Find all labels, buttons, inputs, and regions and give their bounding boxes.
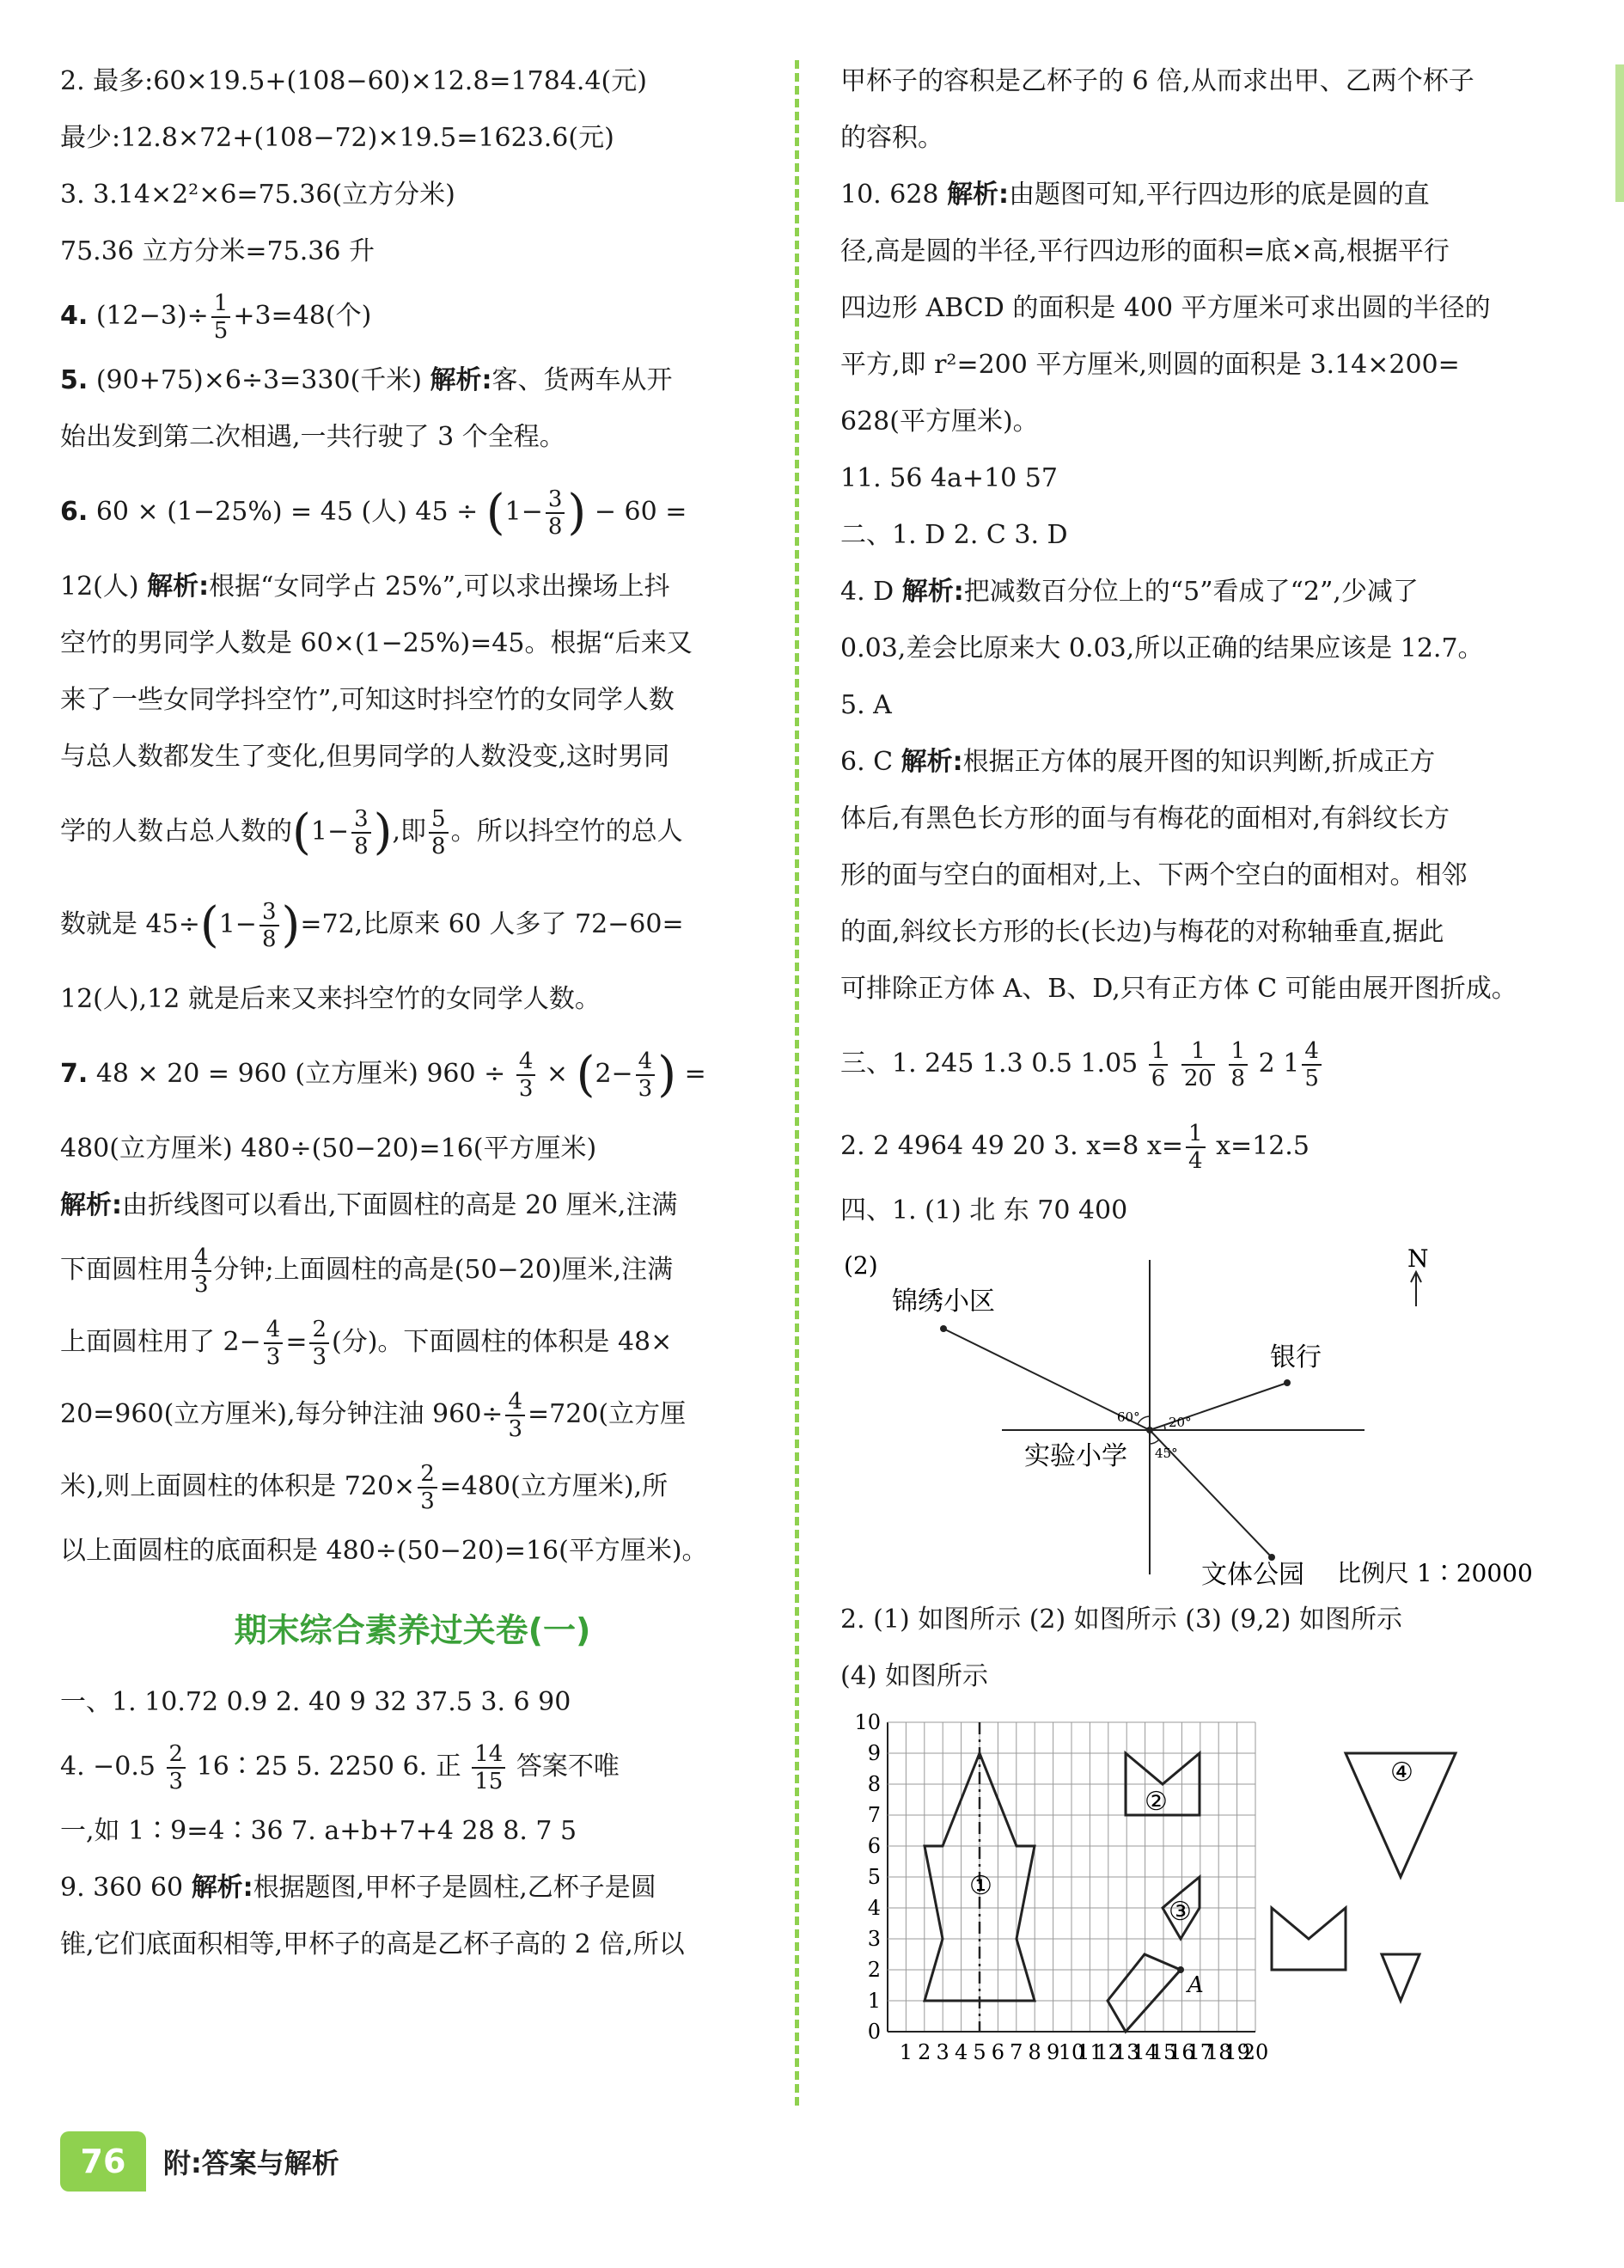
answer-6-line3: 空竹的男同学人数是 60×(1−25%)=45。根据“后来又 xyxy=(60,628,693,658)
shape-label-2: ② xyxy=(1145,1787,1168,1817)
y-tick-label: 4 xyxy=(867,1896,881,1920)
x-tick-label: 14 xyxy=(1132,2040,1158,2064)
answer-10-line5: 628(平方厘米)。 xyxy=(840,407,1039,437)
angle-label-60: 60° xyxy=(1117,1409,1140,1425)
label-school: 实验小学 xyxy=(1024,1441,1127,1471)
answer-7: 7. 48 × 20 = 960 (立方厘米) 960 ÷ $\frac{4}{3}$ × (2− $\frac{4}{3}$ ) = xyxy=(60,1047,706,1103)
part2-q6: 6. C 解析:根据正方体的展开图的知识判断,折成正方 xyxy=(840,747,1436,777)
answer-7-line4: 下面圆柱用 $\frac{4}{3}$ 分钟;上面圆柱的高是(50−20)厘米,注满 xyxy=(60,1244,674,1298)
label-park: 文体公园 xyxy=(1201,1560,1304,1590)
answer-6-line4: 来了一些女同学抖空竹”,可知这时抖空竹的女同学人数 xyxy=(60,685,675,715)
part4-q2-4: (4) 如图所示 xyxy=(840,1661,989,1691)
part2-q6-line4: 的面,斜纹长方形的长(长边)与梅花的对称轴垂直,据此 xyxy=(840,917,1444,947)
part2-q6-line3: 形的面与空白的面相对,上、下两个空白的面相对。相邻 xyxy=(840,860,1468,890)
page-number: 76 xyxy=(60,2131,146,2192)
x-tick-label: 12 xyxy=(1095,2040,1122,2064)
column-divider xyxy=(795,60,799,2106)
x-tick-label: 15 xyxy=(1150,2040,1177,2064)
fraction: $\frac{1}{20}$ xyxy=(1181,1038,1215,1091)
answer-7-line6: 20=960(立方厘米),每分钟注油 960÷ $\frac{4}{3}$ =720(立方厘 xyxy=(60,1389,687,1442)
part2-q4-line2: 0.03,差会比原来大 0.03,所以正确的结果应该是 12.7。 xyxy=(840,633,1484,663)
left-column xyxy=(60,53,765,1973)
answer-4: 4. (12−3)÷ $\frac{1}{5}$ +3=48(个) xyxy=(60,290,372,344)
fraction: $\frac{1}{6}$ xyxy=(1149,1038,1169,1091)
angle-label-45: 45° xyxy=(1155,1446,1178,1461)
shape-label-1: ① xyxy=(969,1871,992,1901)
part1-line5: 锥,它们底面积相等,甲杯子的高是乙杯子高的 2 倍,所以 xyxy=(60,1929,685,1959)
point-jinxiu xyxy=(940,1325,947,1332)
part1-line1: 一、1. 10.72 0.9 2. 40 9 32 37.5 3. 6 90 xyxy=(60,1687,571,1717)
fraction: $\frac{3}{8}$ xyxy=(351,806,371,859)
part1-line2: 4. −0.5 $\frac{2}{3}$ 16∶25 5. 2250 6. 正 $\frac{14}{15}$ 答案不唯 xyxy=(60,1741,620,1794)
x-tick-label: 10 xyxy=(1058,2040,1085,2064)
grid-figure xyxy=(840,1705,1545,2075)
shape-label-4: ④ xyxy=(1390,1758,1413,1788)
shape-3-rotated xyxy=(1108,1954,1181,2032)
answer-7-line2: 480(立方厘米) 480÷(50−20)=16(平方厘米) xyxy=(60,1134,597,1164)
part1-line4: 9. 360 60 解析:根据题图,甲杯子是圆柱,乙杯子是圆 xyxy=(60,1873,656,1903)
point-a-marker xyxy=(1177,1966,1184,1973)
fraction: $\frac{4}{3}$ xyxy=(636,1048,656,1102)
x-tick-label: 1 xyxy=(899,2040,913,2064)
y-tick-label: 1 xyxy=(867,1989,881,2013)
fraction: $\frac{2}{3}$ xyxy=(309,1317,329,1370)
answer-10-line3: 四边形 ABCD 的面积是 400 平方厘米可求出圆的半径的 xyxy=(840,293,1491,323)
y-tick-label: 6 xyxy=(867,1834,881,1858)
answer-6-line7: 数就是 45÷(1− $\frac{3}{8}$ )=72,比原来 60 人多了 72−60= xyxy=(60,897,684,953)
x-tick-label: 7 xyxy=(1010,2040,1023,2064)
x-tick-label: 18 xyxy=(1205,2040,1232,2064)
answer-10: 10. 628 解析:由题图可知,平行四边形的底是圆的直 xyxy=(840,180,1430,210)
answer-7-line5: 上面圆柱用了 2− $\frac{4}{3}$ = $\frac{2}{3}$ (分)。下面圆柱的体积是 48× xyxy=(60,1317,673,1370)
answer-6-line5: 与总人数都发生了变化,但男同学的人数没变,这时男同 xyxy=(60,742,670,772)
answer-9-cont1: 甲杯子的容积是乙杯子的 6 倍,从而求出甲、乙两个杯子 xyxy=(840,66,1474,96)
part4-q2: 2. (1) 如图所示 (2) 如图所示 (3) (9,2) 如图所示 xyxy=(840,1605,1402,1635)
x-tick-label: 17 xyxy=(1187,2040,1214,2064)
answer-5: 5. (90+75)×6÷3=330(千米) 解析:客、货两车从开 xyxy=(60,365,673,395)
direction-map-figure xyxy=(840,1239,1545,1592)
y-tick-label: 10 xyxy=(854,1710,881,1734)
part2-q6-line5: 可排除正方体 A、B、D,只有正方体 C 可能由展开图折成。 xyxy=(840,974,1517,1004)
angle-arc-45 xyxy=(1150,1440,1159,1444)
edge-tab xyxy=(1615,64,1624,202)
footer-title: 附:答案与解析 xyxy=(163,2147,339,2179)
answer-3a: 3. 3.14×2²×6=75.36(立方分米) xyxy=(60,180,455,210)
y-tick-label: 5 xyxy=(867,1865,881,1889)
part3-line2: 2. 2 4964 49 20 3. x=8 x= $\frac{1}{4}$ x=12.5 xyxy=(840,1121,1310,1174)
x-tick-label: 19 xyxy=(1224,2040,1250,2064)
answer-11: 11. 56 4a+10 57 xyxy=(840,463,1058,493)
x-tick-label: 9 xyxy=(1046,2040,1060,2064)
y-tick-label: 2 xyxy=(867,1958,881,1982)
x-tick-label: 5 xyxy=(973,2040,986,2064)
north-label: N xyxy=(1407,1244,1429,1273)
part3-line1: 三、1. 245 1.3 0.5 1.05 $\frac{1}{6}$ $\frac{1}{20}$ $\frac{1}{8}$ 2 1 $\frac{4}{5}$ xyxy=(840,1018,1545,1110)
answer-3b: 75.36 立方分米=75.36 升 xyxy=(60,236,375,266)
fraction: $\frac{14}{15}$ xyxy=(472,1741,505,1794)
x-tick-label: 4 xyxy=(954,2040,968,2064)
y-tick-label: 7 xyxy=(867,1803,881,1827)
map-part-label: (2) xyxy=(844,1251,878,1280)
grid-ticks xyxy=(854,1710,1268,2064)
shape-4-small xyxy=(1382,1954,1419,2001)
answer-7-line7: 米),则上面圆柱的体积是 720× $\frac{2}{3}$ =480(立方厘米),所 xyxy=(60,1461,669,1514)
x-tick-label: 20 xyxy=(1242,2040,1269,2064)
part2-q4: 4. D 解析:把减数百分位上的“5”看成了“2”,少减了 xyxy=(840,577,1419,607)
answer-7-line8: 以上面圆柱的底面积是 480÷(50−20)=16(平方厘米)。 xyxy=(60,1536,708,1566)
x-tick-label: 2 xyxy=(918,2040,931,2064)
fraction: $\frac{3}{8}$ xyxy=(259,899,279,952)
answer-5-line2: 始出发到第二次相遇,一共行驶了 3 个全程。 xyxy=(60,422,565,452)
x-tick-label: 3 xyxy=(936,2040,949,2064)
x-tick-label: 16 xyxy=(1169,2040,1195,2064)
x-tick-label: 11 xyxy=(1077,2040,1103,2064)
fraction: $\frac{1}{5}$ xyxy=(211,290,231,344)
part1-line3: 一,如 1∶9=4∶36 7. a+b+7+4 28 8. 7 5 xyxy=(60,1816,577,1846)
answer-2b: 最少:12.8×72+(108−72)×19.5=1623.6(元) xyxy=(60,123,614,153)
fraction: $\frac{3}{8}$ xyxy=(546,486,565,540)
section-title: 期末综合素养过关卷(一) xyxy=(234,1611,591,1649)
angle-label-20: 20° xyxy=(1169,1415,1192,1430)
shape-label-3: ③ xyxy=(1169,1897,1192,1927)
fraction: $\frac{4}{3}$ xyxy=(516,1048,536,1102)
answer-9-cont2: 的容积。 xyxy=(840,123,943,153)
point-school xyxy=(1146,1427,1153,1434)
label-bank: 银行 xyxy=(1270,1342,1322,1372)
fraction: $\frac{1}{4}$ xyxy=(1186,1121,1206,1174)
answer-10-line2: 径,高是圆的半径,平行四边形的面积=底×高,根据平行 xyxy=(840,236,1450,266)
fraction: $\frac{4}{5}$ xyxy=(1302,1038,1322,1091)
y-tick-label: 9 xyxy=(867,1741,881,1765)
answer-7-line3: 解析:由折线图可以看出,下面圆柱的高是 20 厘米,注满 xyxy=(60,1190,678,1220)
right-column xyxy=(840,53,1545,2075)
y-tick-label: 3 xyxy=(867,1927,881,1951)
fraction: $\frac{4}{3}$ xyxy=(192,1244,211,1298)
label-scale: 比例尺 1∶20000 xyxy=(1337,1559,1533,1587)
answer-6-line8: 12(人),12 就是后来又来抖空竹的女同学人数。 xyxy=(60,984,601,1014)
fraction: $\frac{1}{8}$ xyxy=(1229,1038,1249,1091)
x-tick-label: 8 xyxy=(1028,2040,1041,2064)
x-tick-label: 13 xyxy=(1113,2040,1140,2064)
answer-10-line4: 平方,即 r²=200 平方厘米,则圆的面积是 3.14×200= xyxy=(840,350,1460,380)
part2-line1: 二、1. D 2. C 3. D xyxy=(840,520,1068,550)
answer-6-line6: 学的人数占总人数的(1− $\frac{3}{8}$ ),即 $\frac{5}{8}$ 。所以抖空竹的总人 xyxy=(60,804,683,860)
answer-6: 6. 60 × (1−25%) = 45 (人) 45 ÷ (1− $\frac{3}{8}$ ) − 60 = xyxy=(60,485,687,541)
answer-6-line2: 12(人) 解析:根据“女同学占 25%”,可以求出操场上抖 xyxy=(60,572,670,602)
fraction: $\frac{2}{3}$ xyxy=(167,1741,186,1794)
shape-l-translated xyxy=(1272,1908,1346,1970)
fraction: $\frac{2}{3}$ xyxy=(418,1461,437,1514)
x-tick-label: 6 xyxy=(991,2040,1005,2064)
label-jinxiu: 锦绣小区 xyxy=(892,1287,995,1317)
part2-q6-line2: 体后,有黑色长方形的面与有梅花的面相对,有斜纹长方 xyxy=(840,804,1450,834)
y-tick-label: 0 xyxy=(867,2020,881,2044)
part2-q5: 5. A xyxy=(840,690,892,720)
answer-2a: 2. 最多:60×19.5+(108−60)×12.8=1784.4(元) xyxy=(60,66,647,96)
part4-line1: 四、1. (1) 北 东 70 400 xyxy=(840,1195,1128,1226)
point-bank xyxy=(1284,1379,1291,1386)
y-tick-label: 8 xyxy=(867,1772,881,1796)
fraction: $\frac{5}{8}$ xyxy=(429,806,449,859)
fraction: $\frac{4}{3}$ xyxy=(264,1317,284,1370)
point-a-label: A xyxy=(1187,1972,1204,1998)
fraction: $\frac{4}{3}$ xyxy=(505,1389,525,1442)
